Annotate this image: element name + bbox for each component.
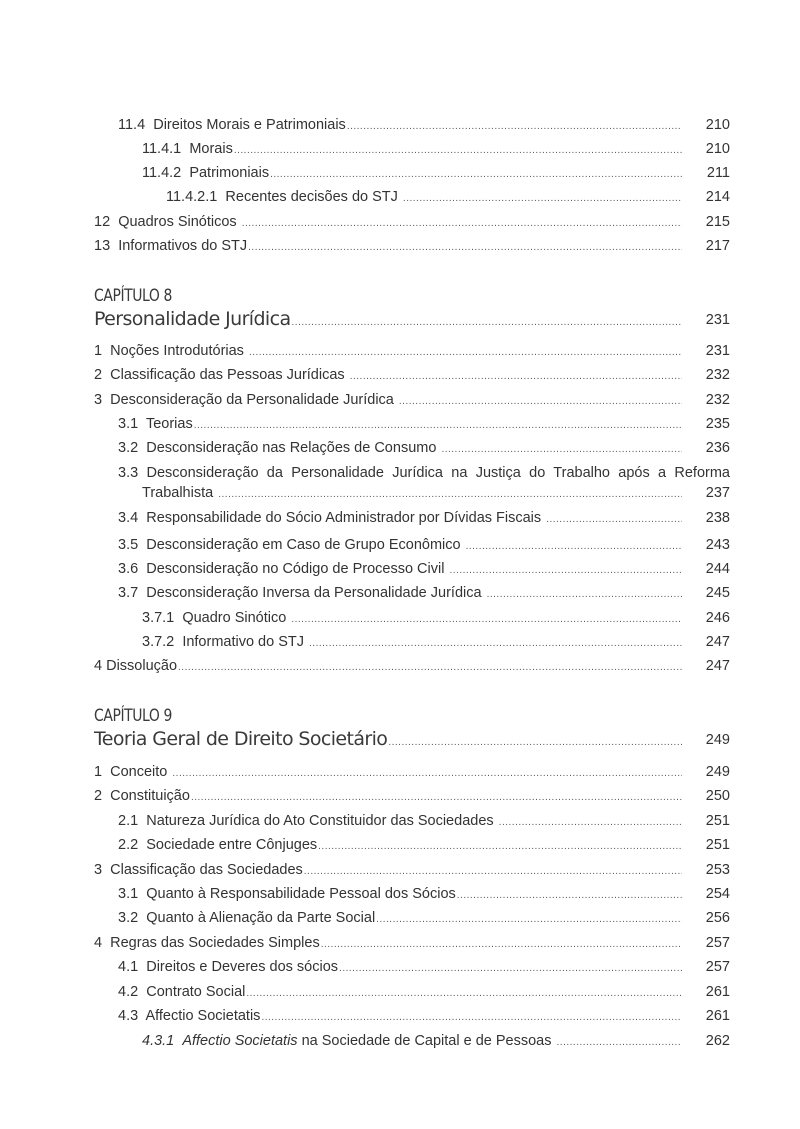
page-number: 249 (705, 764, 730, 780)
entry-title: Informativos do STJ (118, 238, 248, 254)
toc-entry (0, 582, 800, 604)
dot-leader (270, 164, 682, 184)
entry-title: Quadros Sinóticos (118, 214, 237, 230)
dot-leader (246, 983, 682, 1003)
entry-number: 3.7.1 (142, 610, 175, 626)
toc-entry (0, 834, 800, 856)
toc-entry (0, 859, 800, 881)
page-number: 231 (705, 343, 730, 359)
entry-title: Desconsideração da Personalidade Jurídica na Justiça do Trabalho após a Reforma (146, 465, 730, 481)
entry-title: Classificação das Sociedades (110, 862, 303, 878)
toc-entry (0, 162, 800, 184)
entry-number: 3.2 (118, 440, 139, 456)
entry-title: Responsabilidade do Sócio Administrador por Dívidas Fiscais (146, 510, 542, 526)
toc-entry (0, 340, 800, 362)
toc-entry (0, 761, 800, 783)
chapter-heading (0, 728, 800, 756)
page-number: 210 (705, 141, 730, 157)
entry-number: 11.4.2 (142, 165, 182, 181)
dot-leader (466, 536, 682, 556)
entry-number: 3.7.2 (142, 634, 175, 650)
chapter-title: Teoria Geral de Direito Societário (94, 728, 388, 750)
entry-number: 4 (94, 935, 103, 951)
chapter-label: CAPÍTULO 9 (94, 706, 172, 726)
entry-number: 3.1 (118, 886, 139, 902)
toc-entry (0, 1005, 800, 1027)
entry-title: Quanto à Alienação da Parte Social (146, 910, 376, 926)
page-number: 210 (705, 117, 730, 133)
dot-leader (321, 934, 682, 954)
entry-title: Affectio Societatis (145, 1008, 261, 1024)
entry-title: Desconsideração nas Relações de Consumo (146, 440, 437, 456)
page-number: 211 (706, 165, 730, 181)
toc-entry-line1 (0, 462, 800, 484)
toc-entry (0, 114, 800, 136)
page-number: 231 (705, 312, 730, 328)
entry-number: 3 (94, 392, 103, 408)
entry-title: Direitos Morais e Patrimoniais (153, 117, 346, 133)
entry-title: Constituição (110, 788, 190, 804)
dot-leader (499, 812, 682, 832)
toc-entry (0, 907, 800, 929)
entry-title: Quadro Sinótico (182, 610, 287, 626)
page-number: 250 (705, 788, 730, 804)
dot-leader (318, 836, 682, 856)
dot-leader (261, 1007, 682, 1027)
dot-leader (441, 439, 682, 459)
toc-entry (0, 235, 800, 257)
toc-entry (0, 1030, 800, 1052)
toc-entry (0, 607, 800, 629)
entry-title: Regras das Sociedades Simples (110, 935, 320, 951)
entry-title: Patrimoniais (189, 165, 270, 181)
dot-leader (248, 237, 682, 257)
page-number: 232 (705, 367, 730, 383)
dot-leader (487, 584, 682, 604)
entry-number: 12 (94, 214, 111, 230)
entry-number: 3.3 (118, 465, 139, 481)
entry-title-continued: Trabalhista (142, 485, 214, 501)
chapter-title: Personalidade Jurídica (94, 308, 291, 330)
dot-leader (347, 116, 682, 136)
dot-leader (304, 861, 682, 881)
dot-leader (218, 484, 682, 504)
page-number: 246 (705, 610, 730, 626)
dot-leader (557, 1032, 682, 1052)
entry-title: Contrato Social (146, 984, 246, 1000)
toc-entry (0, 211, 800, 233)
page-number: 251 (705, 837, 730, 853)
entry-title: Sociedade entre Cônjuges (146, 837, 318, 853)
entry-number: 2.2 (118, 837, 139, 853)
entry-title: Recentes decisões do STJ (225, 189, 398, 205)
entry-number: 3.6 (118, 561, 139, 577)
dot-leader (546, 509, 682, 529)
entry-number: 4.2 (118, 984, 139, 1000)
page-number: 243 (705, 537, 730, 553)
chapter-label: CAPÍTULO 8 (94, 286, 172, 306)
dot-leader (242, 213, 682, 233)
dot-leader (249, 342, 682, 362)
dot-leader (291, 609, 682, 629)
entry-title: Teorias (145, 416, 193, 432)
dot-leader (457, 885, 682, 905)
entry-title: Direitos e Deveres dos sócios (146, 959, 339, 975)
entry-number: 4.3.1 (142, 1033, 175, 1049)
page-number: 215 (705, 214, 730, 230)
entry-number: 4 (94, 658, 103, 674)
dot-leader (339, 958, 682, 978)
page-number: 253 (705, 862, 730, 878)
entry-number: 3.2 (118, 910, 139, 926)
entry-number: 3.7 (118, 585, 139, 601)
toc-entry (0, 655, 800, 677)
entry-number: 3.1 (118, 416, 139, 432)
dot-leader (309, 633, 682, 653)
entry-title: Dissolução (106, 658, 178, 674)
dot-leader (194, 415, 682, 435)
entry-number: 13 (94, 238, 111, 254)
page-number: 235 (705, 416, 730, 432)
entry-title: Desconsideração no Código de Processo Civil (146, 561, 445, 577)
dot-leader (376, 909, 682, 929)
entry-number: 3.5 (118, 537, 139, 553)
dot-leader (388, 737, 682, 748)
entry-title: Desconsideração da Personalidade Jurídica (110, 392, 394, 408)
entry-number: 4.1 (118, 959, 139, 975)
dot-leader (350, 366, 682, 386)
toc-entry (0, 389, 800, 411)
dot-leader (399, 391, 682, 411)
dot-leader (292, 317, 682, 328)
toc-entry (0, 932, 800, 954)
entry-number: 11.4 (118, 117, 146, 133)
entry-number: 2.1 (118, 813, 139, 829)
chapter-heading (0, 308, 800, 336)
toc-entry (0, 956, 800, 978)
page-number: 217 (705, 238, 730, 254)
entry-title: Conceito (110, 764, 168, 780)
entry-title: Desconsideração Inversa da Personalidade Jurídica (146, 585, 482, 601)
page-number: 245 (705, 585, 730, 601)
dot-leader (191, 787, 682, 807)
entry-title: Informativo do STJ (182, 634, 304, 650)
page-number: 244 (705, 561, 730, 577)
dot-leader (449, 560, 682, 580)
toc-entry-line2 (0, 482, 800, 504)
page-number: 237 (705, 485, 730, 501)
toc-entry (0, 981, 800, 1003)
entry-title: Morais (189, 141, 233, 157)
entry-number: 1 (94, 343, 103, 359)
toc-entry (0, 364, 800, 386)
page-number: 261 (705, 984, 730, 1000)
toc-entry (0, 534, 800, 556)
entry-number: 4.3 (118, 1008, 139, 1024)
entry-title: Classificação das Pessoas Jurídicas (110, 367, 345, 383)
toc-entry (0, 810, 800, 832)
dot-leader (172, 763, 682, 783)
toc-entry (0, 413, 800, 435)
dot-leader (403, 188, 682, 208)
toc-entry (0, 186, 800, 208)
toc-entry (0, 558, 800, 580)
page-number: 251 (705, 813, 730, 829)
page-number: 257 (705, 959, 730, 975)
page-number: 214 (705, 189, 730, 205)
entry-title: Desconsideração em Caso de Grupo Econômico (146, 537, 461, 553)
entry-number: 3.4 (118, 510, 139, 526)
entry-number: 2 (94, 788, 103, 804)
page-number: 249 (705, 732, 730, 748)
entry-title-italic: Affectio Societatis (182, 1033, 298, 1049)
page-number: 257 (705, 935, 730, 951)
dot-leader (178, 657, 682, 677)
toc-entry (0, 785, 800, 807)
toc-entry (0, 883, 800, 905)
page-number: 232 (705, 392, 730, 408)
entry-title: Quanto à Responsabilidade Pessoal dos Sócios (146, 886, 456, 902)
page-number: 247 (705, 634, 730, 650)
entry-number: 3 (94, 862, 103, 878)
entry-number: 11.4.2.1 (166, 189, 218, 205)
page-number: 236 (705, 440, 730, 456)
entry-number: 11.4.1 (142, 141, 182, 157)
toc-entry (0, 507, 800, 529)
toc-entry (0, 138, 800, 160)
entry-title: na Sociedade de Capital e de Pessoas (297, 1033, 552, 1049)
page-number: 262 (705, 1033, 730, 1049)
entry-number: 1 (94, 764, 103, 780)
entry-title: Natureza Jurídica do Ato Constituidor das Sociedades (146, 813, 494, 829)
page-number: 254 (705, 886, 730, 902)
toc-entry (0, 631, 800, 653)
page-number: 261 (705, 1008, 730, 1024)
page-number: 256 (705, 910, 730, 926)
entry-number: 2 (94, 367, 103, 383)
entry-title: Noções Introdutórias (110, 343, 244, 359)
page-number: 238 (705, 510, 730, 526)
page-number: 247 (705, 658, 730, 674)
dot-leader (234, 140, 682, 160)
toc-entry (0, 437, 800, 459)
